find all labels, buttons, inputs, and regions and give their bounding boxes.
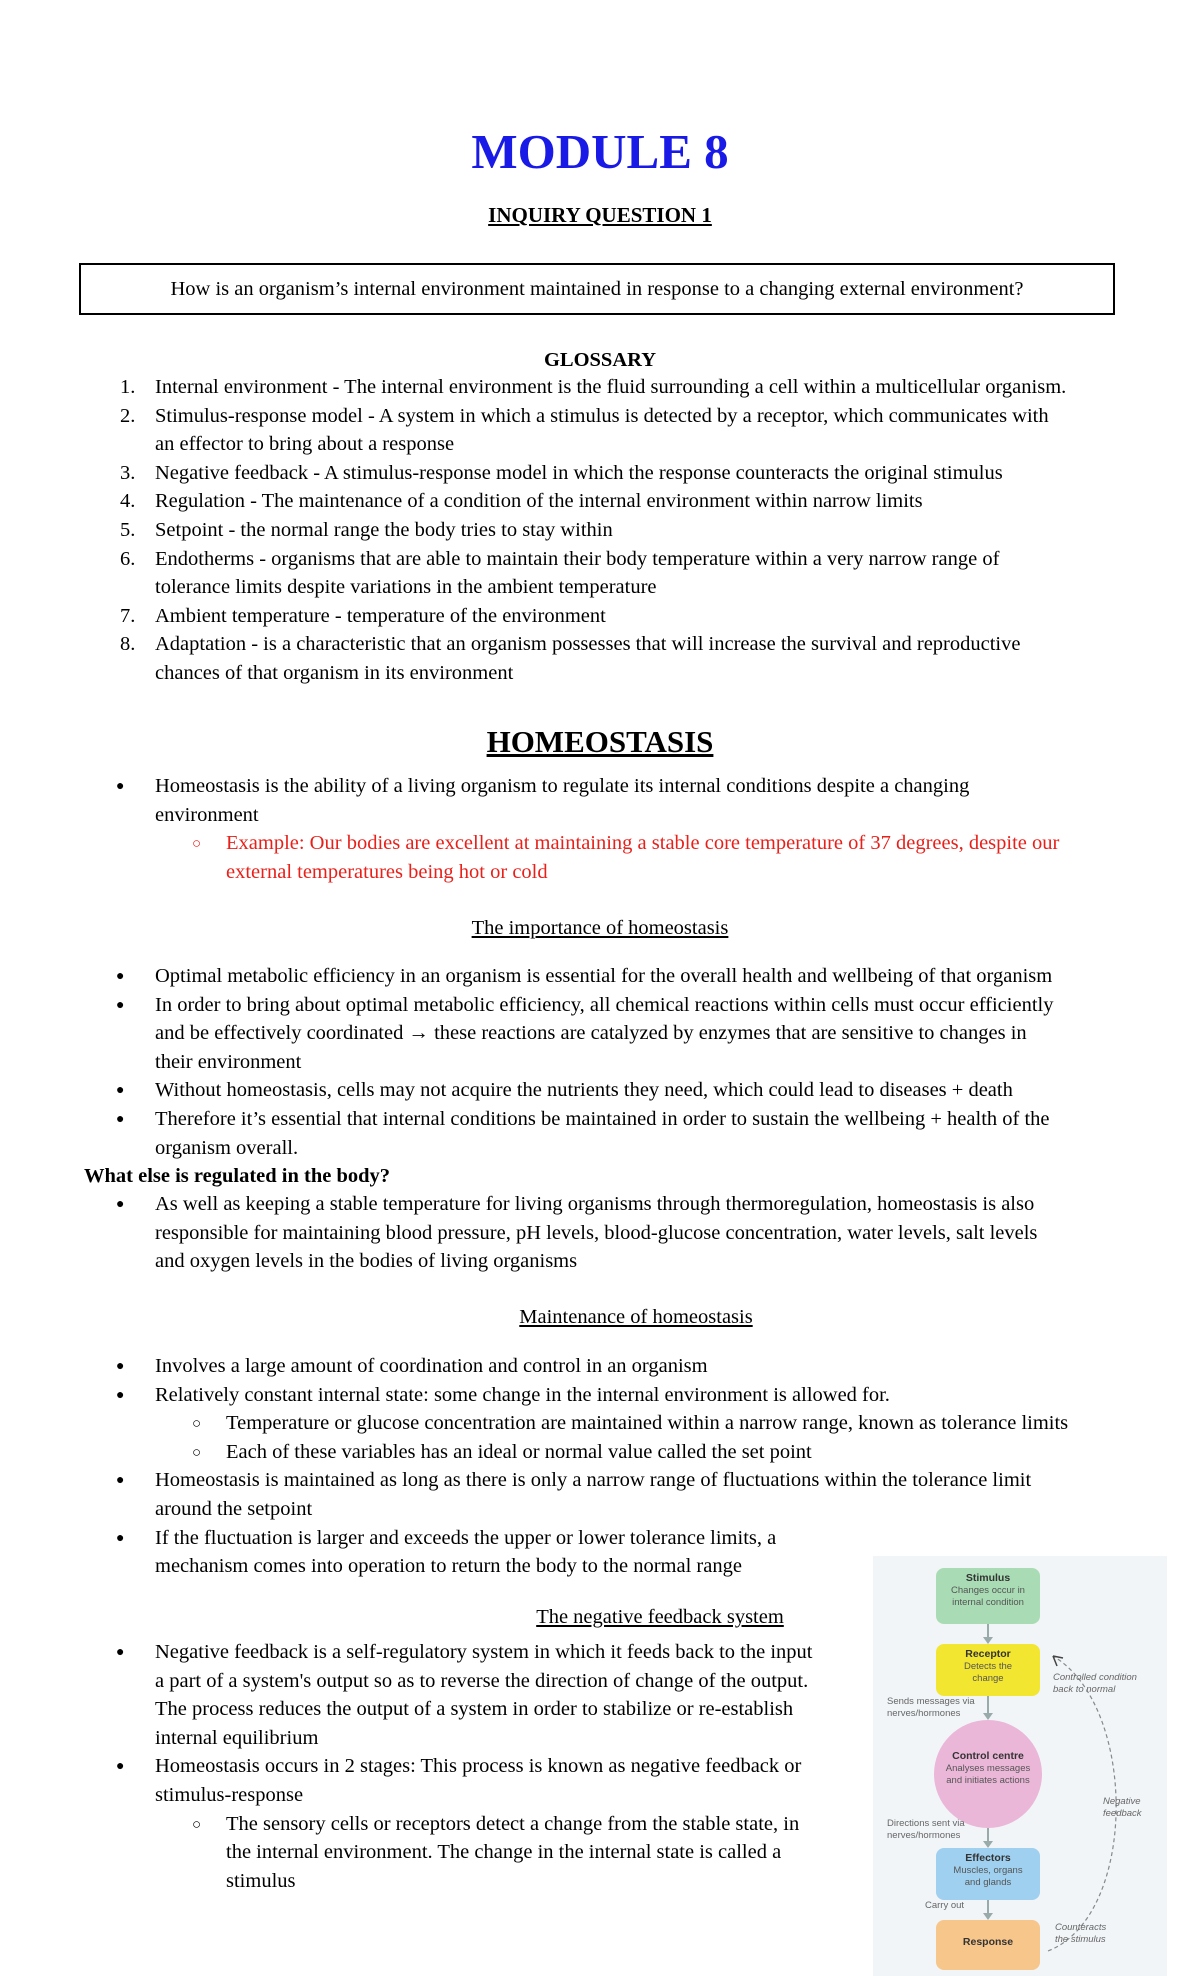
line: an effector to bring about a response	[155, 433, 455, 456]
glossary-item	[0, 487, 1200, 516]
line: ● In order to bring about optimal metabolic efficiency, all chemical reactions within cells must occur efficiently	[155, 993, 1054, 1016]
line: ○ The sensory cells or receptors detect a change from the stable state, in	[226, 1812, 800, 1835]
line: their environment	[155, 1050, 302, 1073]
line: ● Homeostasis is maintained as long as there is only a narrow range of fluctuations within the tolerance limit	[155, 1469, 1032, 1492]
glossary-item-number: 1.	[120, 376, 136, 398]
line: Regulation - The maintenance of a condition of the internal environment within narrow limits	[155, 490, 923, 513]
line: The process reduces the output of a system in order to stabilize or re-establish	[155, 1698, 794, 1721]
bullet-item	[0, 1352, 1130, 1381]
line: around the setpoint	[155, 1497, 313, 1520]
line: external temperatures being hot or cold	[226, 860, 548, 883]
glossary-item-number: 2.	[120, 404, 136, 427]
homeostasis-heading: HOMEOSTASIS	[486, 724, 714, 759]
glossary-item-number: 6.	[120, 547, 136, 570]
effectors-node: Effectors Muscles, organs and glands	[936, 1848, 1040, 1900]
line: organism overall.	[155, 1136, 299, 1159]
glossary-item	[0, 602, 1200, 631]
glossary-item-number: 3.	[120, 461, 136, 484]
line: internal equilibrium	[155, 1726, 319, 1749]
line: stimulus	[226, 1869, 296, 1892]
glossary-item-number: 8.	[120, 633, 136, 656]
importance-list	[0, 962, 1115, 1162]
bullet-item	[0, 962, 1115, 991]
line: tolerance limits despite variations in the ambient temperature	[155, 576, 657, 599]
line: mechanism comes into operation to return the body to the normal range	[155, 1555, 742, 1578]
negative-feedback-heading: The negative feedback system	[536, 1606, 784, 1628]
line: ○ Temperature or glucose concentration are maintained within a narrow range, known as tolerance limits	[226, 1412, 1069, 1435]
glossary-item-number: 7.	[120, 604, 136, 627]
glossary-item	[0, 630, 1200, 687]
line: Setpoint - the normal range the body tries to stay within	[155, 518, 613, 541]
line: and be effectively coordinated → these reactions are catalyzed by enzymes that are sensitive to changes in	[155, 1022, 1027, 1045]
line: ● Optimal metabolic efficiency in an organism is essential for the overall health and wellbeing of that organism	[155, 965, 1053, 987]
regulated-question: What else is regulated in the body?	[84, 1165, 390, 1187]
line: ○ Each of these variables has an ideal or normal value called the set point	[226, 1440, 812, 1463]
regulated-list	[0, 1190, 1110, 1276]
line: ● If the fluctuation is larger and exceeds the upper or lower tolerance limits, a	[155, 1526, 777, 1549]
line: ● Involves a large amount of coordination and control in an organism	[155, 1355, 708, 1377]
line: Adaptation - is a characteristic that an organism possesses that will increase the survival and reproductive	[155, 633, 1021, 656]
line: Endotherms - organisms that are able to maintain their body temperature within a very narrow range of	[155, 547, 1000, 570]
line: Ambient temperature - temperature of the environment	[155, 604, 606, 627]
glossary-item	[0, 516, 1200, 545]
bullet-item	[0, 1076, 1115, 1105]
inquiry-heading: INQUIRY QUESTION 1	[488, 203, 712, 227]
line: responsible for maintaining blood pressure, pH levels, blood-glucose concentration, water levels, salt levels	[155, 1221, 1038, 1244]
sub-bullet-item	[0, 1810, 860, 1896]
bullet-item	[0, 991, 1115, 1077]
glossary-title: GLOSSARY	[543, 349, 657, 371]
line: ● Relatively constant internal state: some change in the internal environment is allowed for.	[155, 1383, 890, 1406]
receptor-node: Receptor Detects the change	[936, 1644, 1040, 1696]
stimulus-node: Stimulus Changes occur in internal condition	[936, 1568, 1040, 1624]
line: ● Negative feedback is a self-regulatory system in which it feeds back to the input	[155, 1641, 813, 1663]
page-title: MODULE 8	[471, 124, 729, 179]
line: ● Homeostasis occurs in 2 stages: This process is known as negative feedback or	[155, 1755, 802, 1778]
glossary-item	[0, 459, 1200, 488]
line: chances of that organism in its environment	[155, 661, 514, 684]
negative-feedback-diagram	[873, 1556, 1167, 1976]
line: the internal environment. The change in the internal state is called a	[226, 1841, 782, 1864]
maintenance-heading: Maintenance of homeostasis	[519, 1306, 753, 1328]
label-controlled-condition: Controlled condition back to normal	[1053, 1672, 1137, 1695]
inquiry-question-text: How is an organism’s internal environment maintained in response to a changing external environment?	[170, 277, 1024, 300]
line: environment	[155, 803, 259, 826]
bullet-item	[0, 1752, 860, 1809]
line: ○ Example: Our bodies are excellent at maintaining a stable core temperature of 37 degrees, despite our	[226, 832, 1060, 855]
glossary-item-number: 4.	[120, 490, 136, 513]
sub-bullet-item	[0, 1409, 1130, 1438]
homeostasis-intro-list	[0, 772, 1120, 886]
glossary-item	[0, 373, 1200, 402]
line: stimulus-response	[155, 1783, 304, 1806]
line: ● Without homeostasis, cells may not acquire the nutrients they need, which could lead to diseases + death	[155, 1079, 1013, 1102]
bullet-item	[0, 1190, 1110, 1276]
line: and oxygen levels in the bodies of living organisms	[155, 1250, 578, 1273]
bullet-item	[0, 1638, 860, 1752]
bullet-item	[0, 1466, 1130, 1523]
negative-feedback-list	[0, 1638, 860, 1895]
arrow-effectors-response	[987, 1900, 989, 1914]
label-sends-messages: Sends messages via nerves/hormones	[887, 1696, 975, 1719]
control-centre-node: Control centre Analyses messages and initiates actions	[934, 1720, 1042, 1828]
line: ● As well as keeping a stable temperature for living organisms through thermoregulation, homeostasis is also	[155, 1193, 1035, 1215]
sub-bullet-item	[0, 1438, 1130, 1467]
importance-heading: The importance of homeostasis	[471, 917, 729, 939]
line: ● Therefore it’s essential that internal conditions be maintained in order to sustain the wellbeing + health of the	[155, 1107, 1050, 1130]
line: a part of a system's output so as to reverse the direction of change of the output.	[155, 1669, 809, 1692]
line: Internal environment - The internal environment is the fluid surrounding a cell within a multicellular organism.	[155, 376, 1067, 398]
line: ● Homeostasis is the ability of a living organism to regulate its internal conditions despite a changing	[155, 775, 970, 797]
bullet-item	[0, 1105, 1115, 1162]
bullet-item	[0, 772, 1120, 829]
arrow-receptor-control	[987, 1696, 989, 1714]
glossary-item	[0, 545, 1200, 602]
arrow-stimulus-receptor	[987, 1624, 989, 1638]
label-negative-feedback: Negative feedback	[1103, 1796, 1142, 1819]
arrow-control-effectors	[987, 1828, 989, 1842]
line: Negative feedback - A stimulus-response model in which the response counteracts the original stimulus	[155, 461, 1003, 484]
response-node: Response	[936, 1920, 1040, 1970]
glossary-item-number: 5.	[120, 518, 136, 541]
sub-bullet-item	[0, 829, 1120, 886]
label-carry-out: Carry out	[925, 1900, 965, 1911]
line: Stimulus-response model - A system in which a stimulus is detected by a receptor, which communicates with	[155, 404, 1049, 427]
maintenance-list	[0, 1352, 1130, 1581]
label-counteracts: Counteracts the stimulus	[1055, 1922, 1107, 1945]
bullet-item	[0, 1381, 1130, 1410]
glossary-item	[0, 402, 1200, 459]
label-directions-sent: Directions sent via nerves/hormones	[887, 1818, 965, 1841]
glossary-list	[0, 373, 1200, 688]
inquiry-question-box	[79, 263, 1115, 315]
